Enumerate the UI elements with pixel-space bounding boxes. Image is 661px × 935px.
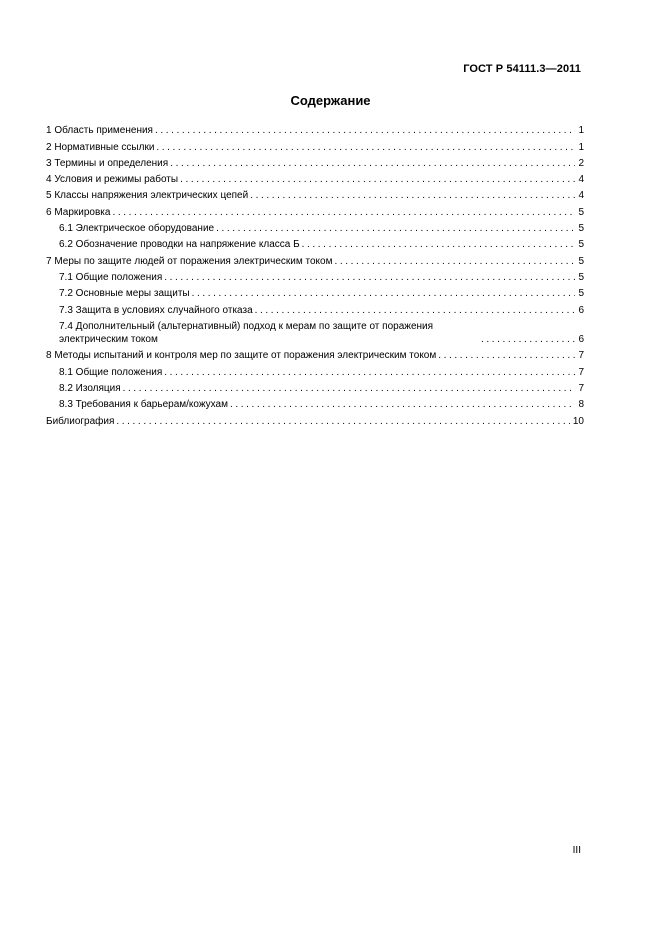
toc-entry-7[interactable] [46, 251, 584, 267]
toc-entry-label: 4 Условия и режимы работы [46, 174, 179, 186]
toc-entry-6-1[interactable] [46, 219, 584, 235]
toc-leader-dots [112, 206, 575, 219]
toc-entry-page: 1 [578, 125, 584, 137]
toc-title: Содержание [290, 93, 371, 108]
toc-leader-dots [180, 173, 575, 186]
toc-entry-7-3[interactable] [46, 300, 584, 316]
toc-entry-8[interactable] [46, 346, 584, 362]
toc-entry-label: 7.2 Основные меры защиты [59, 288, 190, 300]
toc-entry-label: 6.1 Электрическое оборудование [59, 223, 215, 235]
toc-entry-4[interactable] [46, 170, 584, 186]
toc-entry-page: 5 [578, 239, 584, 251]
toc-leader-dots [123, 382, 575, 395]
toc-entry-6[interactable] [46, 202, 584, 218]
toc-leader-dots [302, 238, 575, 251]
toc-entry-label: 8.3 Требования к барьерам/кожухам [59, 399, 228, 411]
toc-entry-page: 5 [578, 255, 584, 267]
toc-entry-label: 8.1 Общие положения [59, 366, 163, 378]
toc-entry-label: 8.2 Изоляция [59, 382, 121, 394]
toc-entry-2[interactable] [46, 137, 584, 153]
toc-leader-dots [230, 398, 575, 411]
toc-entry-page: 5 [578, 288, 584, 300]
toc-leader-dots [481, 333, 575, 346]
toc-entry-page: 4 [578, 174, 584, 186]
toc-entry-label: 5 Классы напряжения электрических цепей [46, 190, 249, 202]
toc-entry-7-1[interactable] [46, 268, 584, 284]
toc-entry-5[interactable] [46, 186, 584, 202]
toc-entry-1[interactable] [46, 121, 584, 137]
toc-entry-page: 5 [578, 271, 584, 283]
toc-leader-dots [164, 366, 575, 379]
toc-entry-6-2[interactable] [46, 235, 584, 251]
toc-leader-dots [216, 222, 575, 235]
toc-entry-page: 6 [578, 304, 584, 316]
toc-entry-page: 5 [578, 206, 584, 218]
toc-entry-label: 2 Нормативные ссылки [46, 141, 155, 153]
toc-entry-page: 8 [578, 399, 584, 411]
toc-entry-label: 7.1 Общие положения [59, 271, 163, 283]
toc-entry-7-4[interactable] [46, 317, 584, 347]
toc-entry-7-2[interactable] [46, 284, 584, 300]
toc-leader-dots [164, 271, 575, 284]
toc-entry-page: 1 [578, 141, 584, 153]
toc-entry-page: 7 [578, 366, 584, 378]
toc-leader-dots [192, 287, 575, 300]
toc-entry-page: 6 [578, 334, 584, 346]
toc-entry-label: 6.2 Обозначение проводки на напряжение класса Б [59, 239, 300, 251]
toc-entry-label: 6 Маркировка [46, 206, 111, 218]
toc-entry-label: 3 Термины и определения [46, 157, 169, 169]
toc-leader-dots [156, 141, 575, 154]
toc-entry-label: 7 Меры по защите людей от поражения электрическим током [46, 255, 333, 267]
toc-leader-dots [334, 255, 575, 268]
toc-entry-label: 1 Область применения [46, 125, 153, 137]
toc-entry-page: 7 [578, 382, 584, 394]
toc-entry-8-1[interactable] [46, 362, 584, 378]
toc-leader-dots [250, 189, 575, 202]
document-code-header: ГОСТ Р 54111.3—2011 [463, 63, 581, 75]
toc-entry-page: 2 [578, 157, 584, 169]
toc-entry-page: 10 [572, 415, 584, 427]
toc-entry-label: 8 Методы испытаний и контроля мер по защите от поражения электрическим током [46, 350, 437, 362]
page-number: III [572, 845, 581, 856]
toc-entry-page: 5 [578, 223, 584, 235]
toc-leader-dots [155, 124, 575, 137]
toc-entry-8-3[interactable] [46, 395, 584, 411]
toc-entry-3[interactable] [46, 154, 584, 170]
toc-entry-page: 4 [578, 190, 584, 202]
toc-entry-label: 7.3 Защита в условиях случайного отказа [59, 304, 253, 316]
table-of-contents [46, 121, 584, 428]
toc-leader-dots [116, 415, 569, 428]
toc-entry-label: 7.4 Дополнительный (альтернативный) подход к мерам по защите от поражения электрическим током [59, 321, 434, 346]
toc-entry-8-2[interactable] [46, 379, 584, 395]
toc-leader-dots [438, 349, 575, 362]
toc-leader-dots [170, 157, 575, 170]
toc-leader-dots [255, 304, 575, 317]
toc-entry-label: Библиография [46, 415, 115, 427]
toc-entry-page: 7 [578, 350, 584, 362]
toc-entry-bibliography[interactable] [46, 411, 584, 427]
